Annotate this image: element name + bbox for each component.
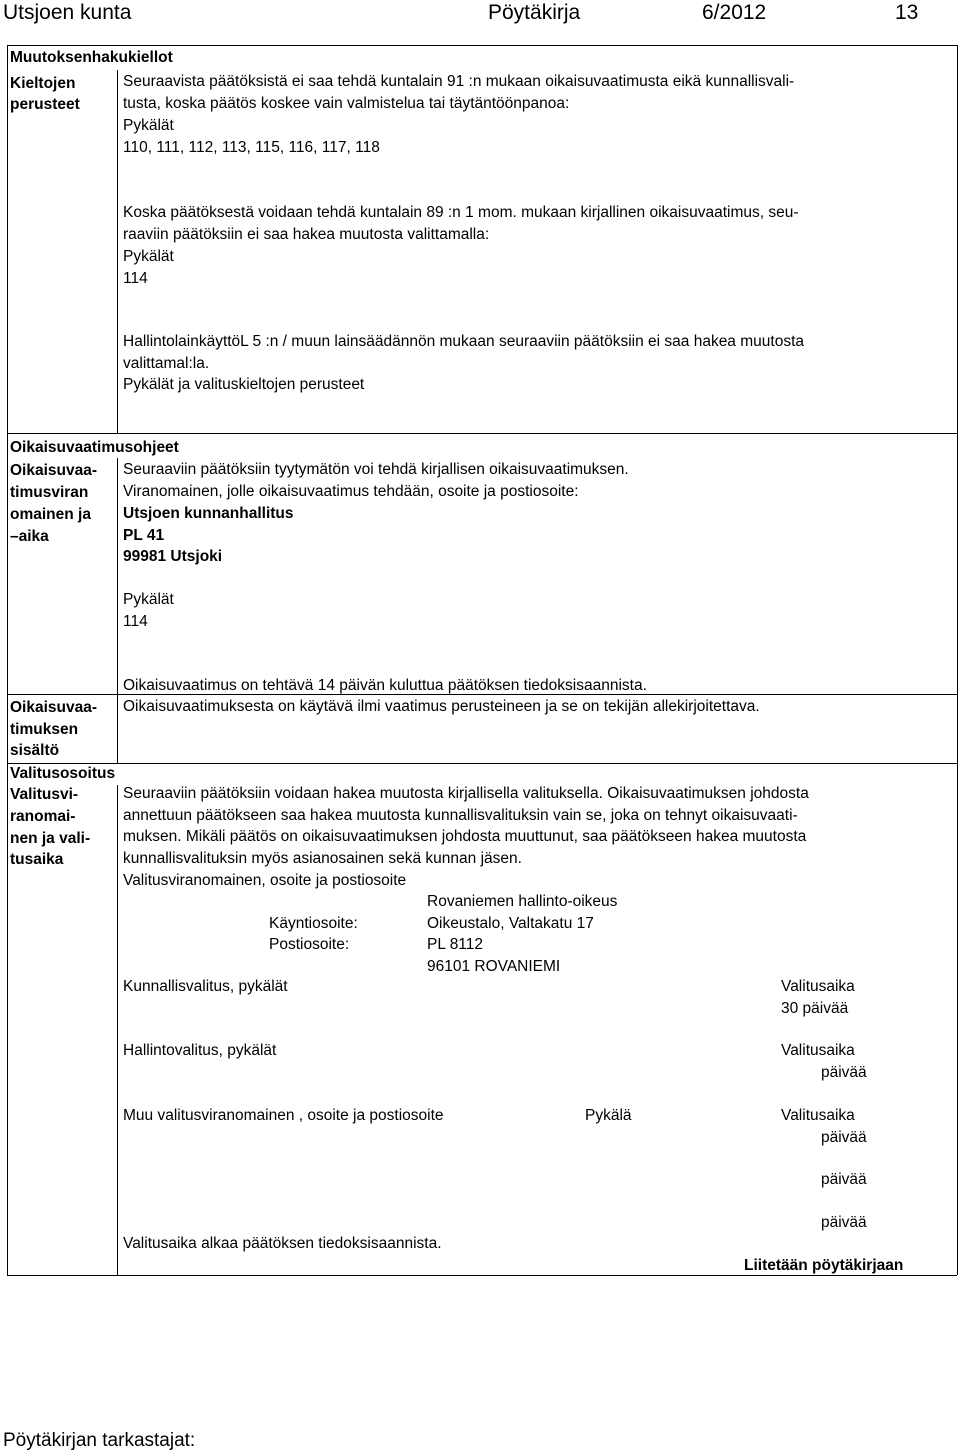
appeal-start-note: Valitusaika alkaa päätöksen tiedoksisaannista. — [123, 1235, 442, 1252]
section1-p3-pykalat-label: Pykälät ja valituskieltojen perusteet — [123, 376, 365, 393]
section2-title: Oikaisuvaatimusohjeet — [10, 439, 179, 456]
header-number: 6/2012 — [702, 1, 767, 24]
section1-p1-pykalat-label: Pykälät — [123, 117, 174, 134]
header-page-number: 13 — [895, 1, 919, 24]
other-time-label: Valitusaika — [781, 1107, 855, 1124]
admin-appeal-label: Hallintovalitus, pykälät — [123, 1042, 277, 1059]
section1-p3-line-1: HallintolainkäyttöL 5 :n / muun lainsäädännön mukaan seuraaviin päätöksiin ei saa hakea muutosta — [123, 333, 804, 350]
section3-label-line-1: Valitusvi- — [10, 786, 79, 803]
section2-line-2: Viranomainen, jolle oikaisuvaatimus tehdään, osoite ja postiosoite: — [123, 483, 579, 500]
section2-label-line-1: Oikaisuvaa- — [10, 462, 98, 479]
section2-right-line — [957, 433, 958, 763]
section1-p2-pykalat-label: Pykälät — [123, 248, 174, 265]
section3-label-line-2: ranomai- — [10, 808, 76, 825]
section2-address-po-box: PL 41 — [123, 527, 165, 544]
header-municipality: Utsjoen kunta — [3, 1, 132, 24]
municipal-appeal-label: Kunnallisvalitus, pykälät — [123, 978, 288, 995]
municipal-appeal-time-value: 30 päivää — [781, 1000, 849, 1017]
section2-column-line-2 — [117, 694, 118, 763]
section3-authority-heading: Valitusviranomainen, osoite ja postiosoite — [123, 872, 407, 889]
section1-title: Muutoksenhakukiellot — [10, 49, 173, 66]
section3-right-line — [957, 763, 958, 1275]
municipal-appeal-time-label: Valitusaika — [781, 978, 855, 995]
visit-address-label: Käyntiosoite: — [269, 915, 358, 932]
other-days-3: päivää — [821, 1214, 867, 1231]
section1-column-line — [117, 70, 118, 433]
section2-deadline: Oikaisuvaatimus on tehtävä 14 päivän kuluttua päätöksen tiedoksisaannista. — [123, 677, 647, 694]
section1-p3-line-2: valittamal:la. — [123, 355, 210, 372]
section2-content-label-line-3: sisältö — [10, 742, 60, 759]
section1-p2-pykalat-values: 114 — [123, 270, 148, 287]
other-days-2: päivää — [821, 1171, 867, 1188]
section1-p2-line-1: Koska päätöksestä voidaan tehdä kuntalain 89 :n 1 mom. mukaan kirjallinen oikaisuvaatimus, seu- — [123, 204, 799, 221]
section2-top-line — [7, 433, 957, 434]
section1-label-line-2: perusteet — [10, 96, 80, 113]
section3-column-line — [117, 785, 118, 1275]
section3-p-line-4: kunnallisvalituksin myös asianosainen sekä kunnan jäsen. — [123, 850, 522, 867]
section3-p-line-2: annettuun päätökseen saa hakea muutosta kunnallisvalituksin vain se, joka on tehnyt oikaisuvaati- — [123, 807, 798, 824]
section2-pykalat-label: Pykälät — [123, 591, 174, 608]
section3-label-line-3: nen ja vali- — [10, 830, 91, 847]
section2-address-name: Utsjoen kunnanhallitus — [123, 505, 294, 522]
court-name: Rovaniemen hallinto-oikeus — [427, 893, 618, 910]
other-days-1: päivää — [821, 1129, 867, 1146]
section1-p1-line-1: Seuraavista päätöksistä ei saa tehdä kuntalain 91 :n mukaan oikaisuvaatimusta eikä kunnallisvali- — [123, 73, 795, 90]
section2-label-line-4: –aika — [10, 528, 49, 545]
section3-top-line — [7, 763, 957, 764]
admin-appeal-time-label: Valitusaika — [781, 1042, 855, 1059]
section2-left-line — [7, 433, 8, 763]
section1-right-line — [957, 45, 958, 433]
section3-p-line-3: muksen. Mikäli päätös on oikaisuvaatimuksen johdosta muuttunut, saa päätökseen hakea muutosta — [123, 828, 807, 845]
post-address-value: PL 8112 — [427, 936, 484, 953]
other-authority-label: Muu valitusviranomainen , osoite ja postiosoite — [123, 1107, 444, 1124]
section3-title: Valitusosoitus — [10, 765, 116, 782]
section2-label-line-2: timusviran — [10, 484, 89, 501]
section2-pykalat-values: 114 — [123, 613, 148, 630]
other-pykala-label: Pykälä — [585, 1107, 632, 1124]
section1-p1-line-2: tusta, koska päätös koskee vain valmistelua tai täytäntöönpanoa: — [123, 95, 570, 112]
header-doc-type: Pöytäkirja — [488, 1, 581, 24]
admin-appeal-time-value: päivää — [821, 1064, 867, 1081]
post-address-label: Postiosoite: — [269, 936, 350, 953]
section1-p1-pykalat-values: 110, 111, 112, 113, 115, 116, 117, 118 — [123, 139, 380, 156]
visit-address-value: Oikeustalo, Valtakatu 17 — [427, 915, 594, 932]
section2-address-postcode: 99981 Utsjoki — [123, 548, 223, 565]
section2-content-label-line-1: Oikaisuvaa- — [10, 699, 98, 716]
section1-label-line-1: Kieltojen — [10, 75, 76, 92]
section3-left-line — [7, 763, 8, 1275]
section2-label-line-3: omainen ja — [10, 506, 91, 523]
reviewers-label: Pöytäkirjan tarkastajat: — [3, 1430, 196, 1451]
section2-content-text: Oikaisuvaatimuksesta on käytävä ilmi vaatimus perusteineen ja se on tekijän allekirjoitettava. — [123, 698, 760, 715]
section3-label-line-4: tusaika — [10, 851, 64, 868]
section1-p2-line-2: raaviin päätöksiin ei saa hakea muutosta valittamalla: — [123, 226, 490, 243]
section2-column-line — [117, 458, 118, 694]
attached-note: Liitetään pöytäkirjaan — [744, 1257, 904, 1274]
section1-left-line — [7, 45, 8, 433]
section2-line-1: Seuraaviin päätöksiin tyytymätön voi tehdä kirjallisen oikaisuvaatimuksen. — [123, 461, 629, 478]
section1-top-line — [7, 45, 957, 46]
section2-content-label-line-2: timuksen — [10, 721, 79, 738]
post-address-city: 96101 ROVANIEMI — [427, 958, 561, 975]
section3-p-line-1: Seuraaviin päätöksiin voidaan hakea muutosta kirjallisella valituksella. Oikaisuvaatimuksen johdosta — [123, 785, 809, 802]
